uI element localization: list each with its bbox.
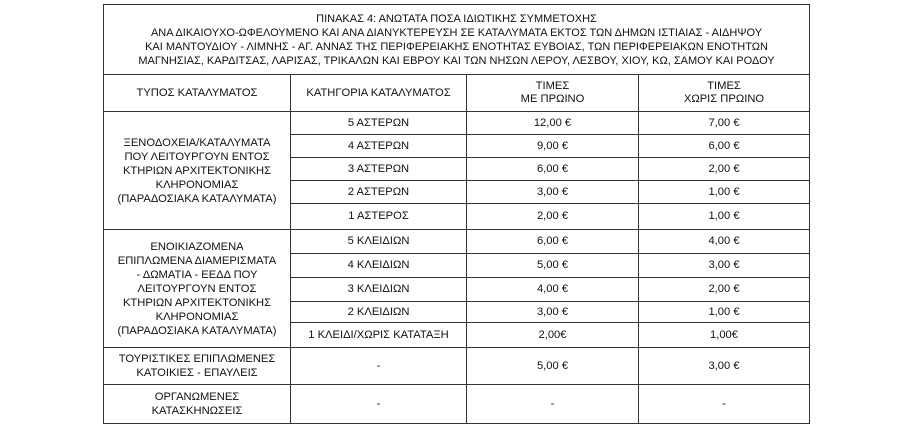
price-with-cell: 9,00 € — [467, 135, 639, 158]
category-cell: 1 ΑΣΤΕΡΟΣ — [291, 204, 467, 230]
price-without-cell: 4,00 € — [639, 230, 810, 254]
type-line: - ΔΩΜΑΤΙΑ - ΕΕΔΔ ΠΟΥ — [136, 268, 258, 281]
price-with-cell: 5,00 € — [467, 254, 639, 278]
price-without-cell: - — [639, 385, 810, 424]
table-row — [104, 385, 810, 424]
price-without-cell: 6,00 € — [639, 135, 810, 158]
type-line: ΚΑΤΑΣΚΗΝΩΣΕΙΣ — [151, 405, 243, 417]
type-line: (ΠΑΡΑΔΟΣΙΑΚΑ ΚΑΤΑΛΥΜΑΤΑ) — [117, 324, 277, 337]
header-without-line-2: ΧΩΡΙΣ ΠΡΩΙΝΟ — [683, 93, 765, 105]
type-line: ΚΤΗΡΙΩΝ ΑΡΧΙΤΕΚΤΟΝΙΚΗΣ — [122, 164, 272, 177]
type-line: ΚΛΗΡΟΝΟΜΙΑΣ — [155, 178, 239, 191]
type-cell-hotels — [104, 112, 291, 230]
price-with-cell: 2,00€ — [467, 323, 639, 348]
price-with-cell: 4,00 € — [467, 278, 639, 302]
price-without-cell: 1,00 € — [639, 181, 810, 204]
price-with-cell: 6,00 € — [467, 230, 639, 254]
table-row — [104, 348, 810, 385]
price-without-cell: 1,00€ — [639, 323, 810, 348]
price-without-cell: 1,00 € — [639, 302, 810, 323]
private-contribution-table — [103, 4, 810, 424]
header-row — [104, 75, 810, 112]
type-cell-villas — [104, 348, 291, 385]
header-price-without-breakfast — [639, 75, 810, 112]
type-line: ΚΛΗΡΟΝΟΜΙΑΣ — [155, 310, 239, 323]
price-with-cell: 2,00 € — [467, 204, 639, 230]
type-line: ΞΕΝΟΔΟΧΕΙΑ/ΚΑΤΑΛΥΜΑΤΑ — [123, 136, 271, 149]
table-title-line-2: ΑΝΑ ΔΙΚΑΙΟΥΧΟ-ΩΦΕΛΟΥΜΕΝΟ ΚΑΙ ΑΝΑ ΔΙΑΝΥΚΤΕΡΕΥΣΗ ΣΕ ΚΑΤΑΛΥΜΑΤΑ ΕΚΤΟΣ ΤΩΝ ΔΗΜΩΝ ΙΣΤΙΑΙΑΣ - ΑΙΔΗΨΟΥ — [150, 27, 763, 39]
table-title-line-1: ΠΙΝΑΚΑΣ 4: ΑΝΩΤΑΤΑ ΠΟΣΑ ΙΔΙΩΤΙΚΗΣ ΣΥΜΜΕΤΟΧΗΣ — [316, 13, 597, 25]
price-with-cell: - — [467, 385, 639, 424]
category-cell: 1 ΚΛΕΙΔΙ/ΧΩΡΙΣ ΚΑΤΑΤΑΞΗ — [291, 323, 467, 348]
type-line: ΕΠΙΠΛΩΜΕΝΑ ΔΙΑΜΕΡΙΣΜΑΤΑ — [117, 254, 277, 267]
price-without-cell: 3,00 € — [639, 254, 810, 278]
category-cell: 3 ΑΣΤΕΡΩΝ — [291, 158, 467, 181]
header-with-line-1: ΤΙΜΕΣ — [535, 80, 570, 92]
type-cell-campsites — [104, 385, 291, 424]
type-cell-apartments — [104, 230, 291, 348]
category-cell: 2 ΑΣΤΕΡΩΝ — [291, 181, 467, 204]
price-with-cell: 12,00 € — [467, 112, 639, 135]
category-cell: 4 ΚΛΕΙΔΙΩΝ — [291, 254, 467, 278]
category-cell: 4 ΑΣΤΕΡΩΝ — [291, 135, 467, 158]
price-with-cell: 3,00 € — [467, 302, 639, 323]
table-title-line-4: ΜΑΓΝΗΣΙΑΣ, ΚΑΡΔΙΤΣΑΣ, ΛΑΡΙΣΑΣ, ΤΡΙΚΑΛΩΝ ΚΑΙ ΕΒΡΟΥ ΚΑΙ ΤΩΝ ΝΗΣΩΝ ΛΕΡΟΥ, ΛΕΣΒΟΥ, ΧΙΟΥ, ΚΩ, ΣΑΜΟΥ ΚΑΙ ΡΟΔΟΥ — [138, 55, 775, 67]
type-line: ΠΟΥ ΛΕΙΤΟΥΡΓΟΥΝ ΕΝΤΟΣ — [124, 150, 270, 163]
type-line: ΚΤΗΡΙΩΝ ΑΡΧΙΤΕΚΤΟΝΙΚΗΣ — [122, 296, 272, 309]
price-with-cell: 3,00 € — [467, 181, 639, 204]
type-line: ΕΝΟΙΚΙΑΖΟΜΕΝΑ — [150, 240, 244, 253]
price-without-cell: 3,00 € — [639, 348, 810, 385]
header-without-line-1: ΤΙΜΕΣ — [707, 80, 741, 92]
type-line: (ΠΑΡΑΔΟΣΙΑΚΑ ΚΑΤΑΛΥΜΑΤΑ) — [117, 192, 277, 205]
header-price-with-breakfast — [467, 75, 639, 112]
category-cell: 5 ΑΣΤΕΡΩΝ — [291, 112, 467, 135]
price-without-cell: 2,00 € — [639, 158, 810, 181]
category-cell: 3 ΚΛΕΙΔΙΩΝ — [291, 278, 467, 302]
category-cell: 5 ΚΛΕΙΔΙΩΝ — [291, 230, 467, 254]
header-with-line-2: ΜΕ ΠΡΩΙΝΟ — [520, 93, 585, 105]
price-without-cell: 7,00 € — [639, 112, 810, 135]
header-type: ΤΥΠΟΣ ΚΑΤΑΛΥΜΑΤΟΣ — [104, 75, 291, 112]
table-title — [104, 5, 810, 75]
type-line: ΛΕΙΤΟΥΡΓΟΥΝ ΕΝΤΟΣ — [137, 282, 257, 295]
price-with-cell: 6,00 € — [467, 158, 639, 181]
price-with-cell: 5,00 € — [467, 348, 639, 385]
type-line: ΤΟΥΡΙΣΤΙΚΕΣ ΕΠΙΠΛΩΜΕΝΕΣ — [118, 353, 276, 365]
price-without-cell: 1,00 € — [639, 204, 810, 230]
category-cell: - — [291, 348, 467, 385]
header-category: ΚΑΤΗΓΟΡΙΑ ΚΑΤΑΛΥΜΑΤΟΣ — [291, 75, 467, 112]
type-line: ΟΡΓΑΝΩΜΕΝΕΣ — [154, 391, 240, 403]
price-without-cell: 2,00 € — [639, 278, 810, 302]
table-row — [104, 230, 810, 254]
type-line: ΚΑΤΟΙΚΙΕΣ - ΕΠΑΥΛΕΙΣ — [136, 367, 258, 379]
table-title-line-3: ΚΑΙ ΜΑΝΤΟΥΔΙΟΥ - ΛΙΜΝΗΣ - ΑΓ. ΑΝΝΑΣ ΤΗΣ ΠΕΡΙΦΕΡΕΙΑΚΗΣ ΕΝΟΤΗΤΑΣ ΕΥΒΟΙΑΣ, ΤΩΝ ΠΕΡΙΦΕΡΕΙΑΚΩΝ ΕΝΟΤΗΤΩΝ — [145, 41, 768, 53]
category-cell: 2 ΚΛΕΙΔΙΩΝ — [291, 302, 467, 323]
category-cell: - — [291, 385, 467, 424]
table-row — [104, 112, 810, 135]
